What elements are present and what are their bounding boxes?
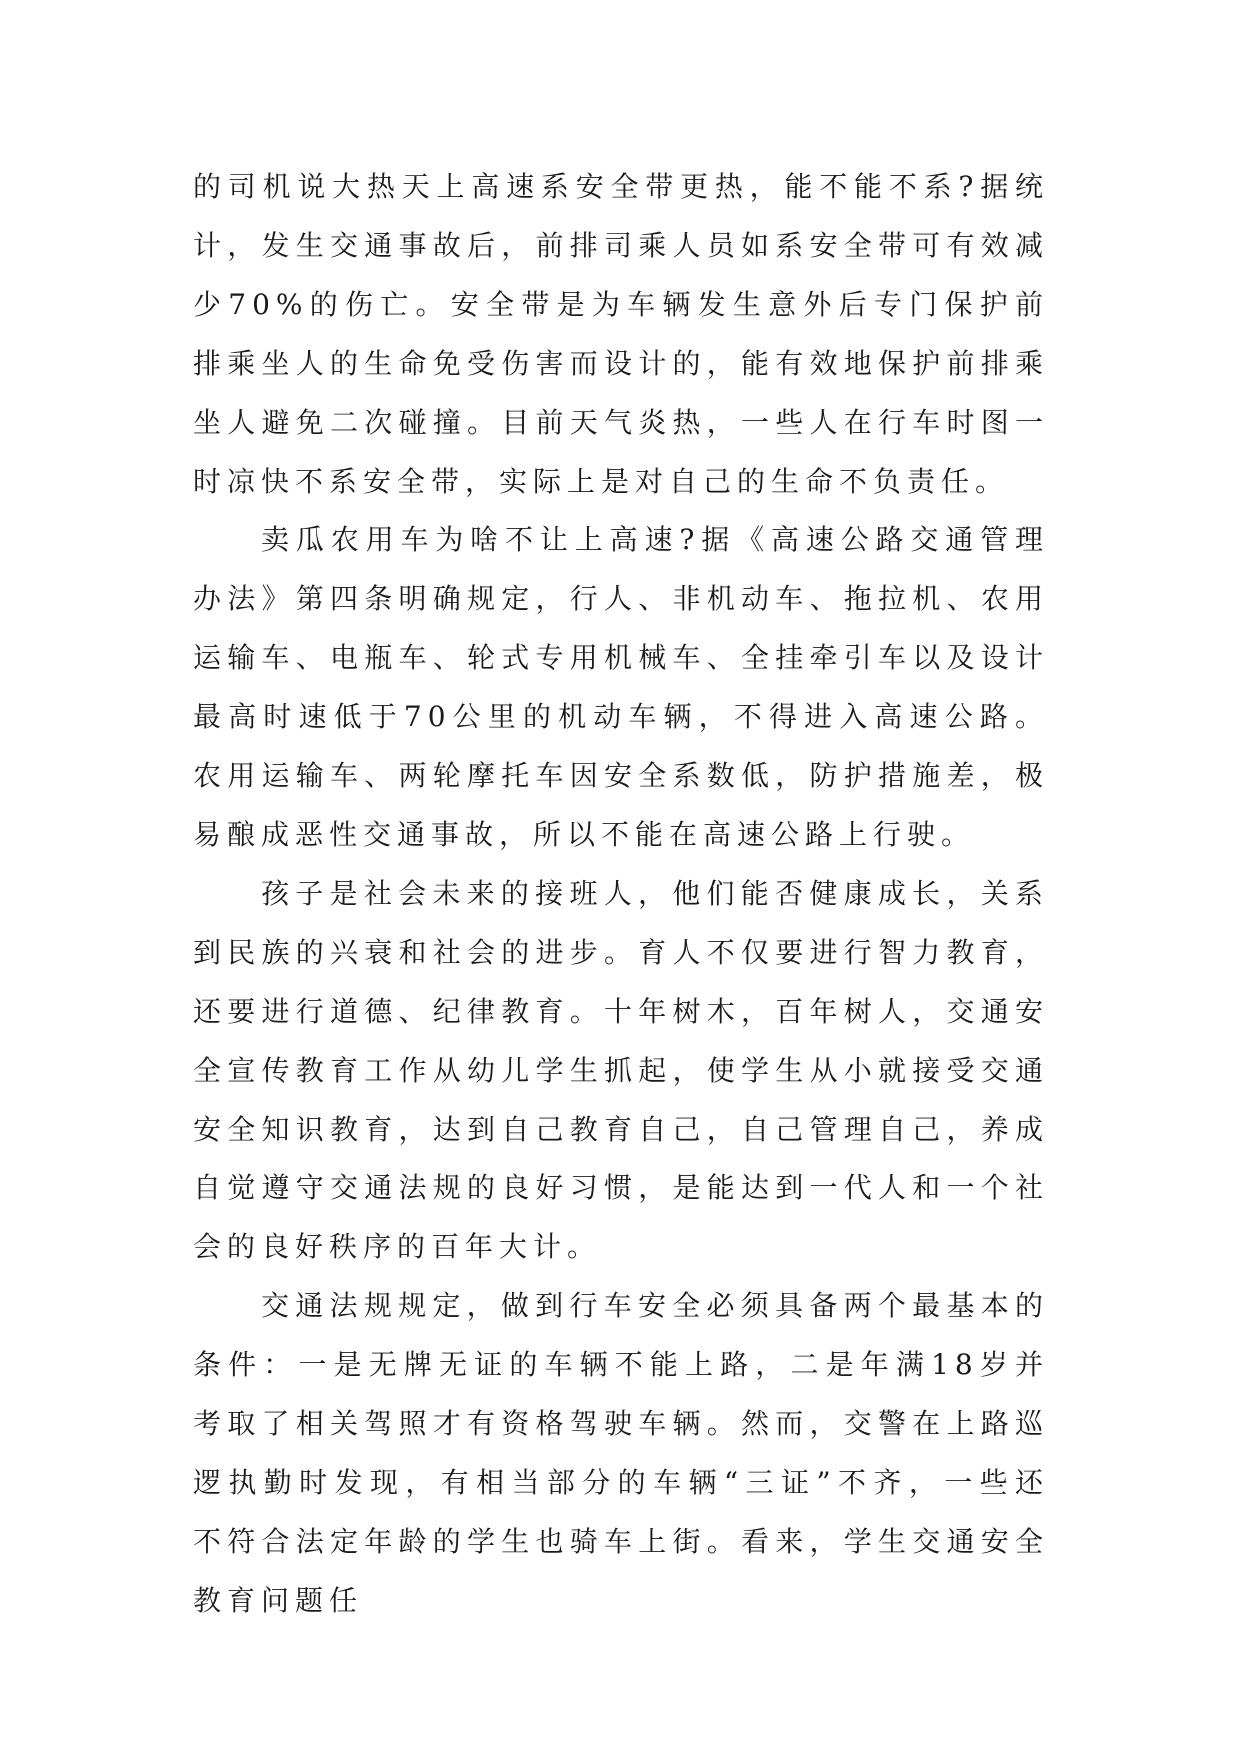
paragraph-seatbelt: 的司机说大热天上高速系安全带更热，能不能不系?据统计，发生交通事故后，前排司乘人员如系安全带可有效减少70%的伤亡。安全带是为车辆发生意外后专门保护前排乘坐人的生命免受伤害而设计的，能有效地保护前排乘坐人避免二次碰撞。目前天气炎热，一些人在行车时图一时凉快不系安全带，实际上是对自己的生命不负责任。 bbox=[193, 170, 1049, 498]
paragraph-farm-vehicles: 卖瓜农用车为啥不让上高速?据《高速公路交通管理办法》第四条明确规定，行人、非机动车、拖拉机、农用运输车、电瓶车、轮式专用机械车、全挂牵引车以及设计最高时速低于70公里的机动车辆，不得进入高速公路。农用运输车、两轮摩托车因安全系数低，防护措施差，极易酿成恶性交通事故，所以不能在高速公路上行驶。 bbox=[193, 523, 1049, 851]
paragraph-traffic-regulations: 交通法规规定，做到行车安全必须具备两个最基本的条件：一是无牌无证的车辆不能上路，二是年满18岁并考取了相关驾照才有资格驾驶车辆。然而，交警在上路巡逻执勤时发现，有相当部分的车辆“三证”不齐，一些还不符合法定年龄的学生也骑车上街。看来，学生交通安全教育问题任 bbox=[193, 1289, 1049, 1617]
paragraph-children-education: 孩子是社会未来的接班人，他们能否健康成长，关系到民族的兴衰和社会的进步。育人不仅要进行智力教育，还要进行道德、纪律教育。十年树木，百年树人，交通安全宣传教育工作从幼儿学生抓起，使学生从小就接受交通安全知识教育，达到自己教育自己，自己管理自己，养成自觉遵守交通法规的良好习惯，是能达到一代人和一个社会的良好秩序的百年大计。 bbox=[193, 876, 1049, 1264]
document-page bbox=[193, 158, 1049, 1631]
